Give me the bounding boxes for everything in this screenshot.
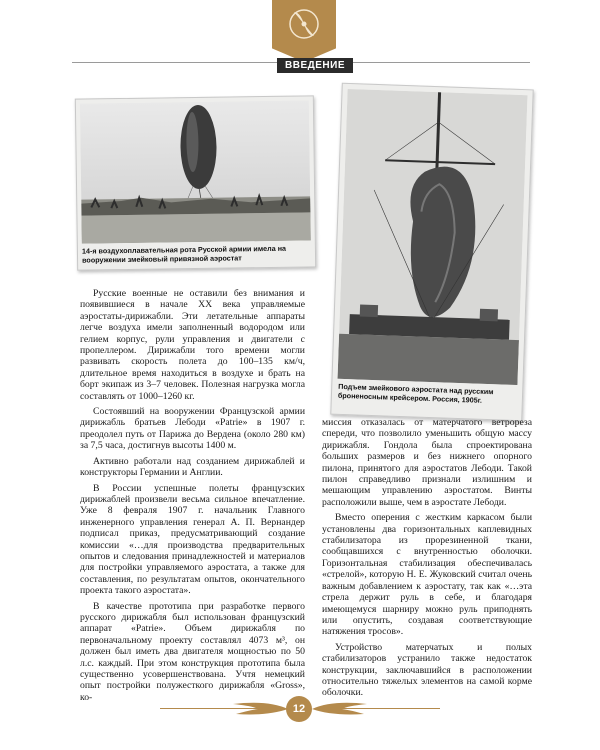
- photo-balloon-field: [80, 100, 311, 243]
- text-column-left: [80, 288, 305, 707]
- figure-caption: 14-я воздухоплавательная рота Русской армии имела на вооружении змейковый привязной аэростат: [81, 243, 287, 265]
- photo-balloon-cruiser: [338, 89, 528, 385]
- propeller-wreath-icon: [286, 6, 322, 42]
- header-ribbon: [272, 0, 336, 62]
- figure-balloon-cruiser: [330, 83, 533, 421]
- wing-ornament-icon: [228, 700, 288, 718]
- wing-ornament-icon: [312, 700, 372, 718]
- paragraph: Вместо оперения с жестким каркасом были установлены два горизонтальных каплевидных стабилизатора из прорезиненной ткани, сообщавшихся с внутренностью оболочки. Горизонтальная стабилизация обеспечивалась «стрелой», которую Н. Е. Жуковский считал очень важным добавлением к аэростату, так как «…эта стрела держит руль в себе, и благодаря имеющемуся шарниру можно руль приподнять или опустить, создавая соответствующие натяжения тросов».: [322, 512, 532, 638]
- section-title: ВВЕДЕНИЕ: [277, 58, 353, 73]
- text-column-right: [322, 417, 532, 703]
- paragraph: В качестве прототипа при разработке первого русского дирижабля был использован французский аппарат «Patrie». Объем дирижабля по первоначальному проекту составлял 4073 м³, он должен был иметь два двигателя мощностью по 50 л.с. каждый. При этом конструкция прототипа была существенно усовершенствована. Учтя немецкий опыт постройки полужесткого дирижабля «Gross», ко-: [80, 600, 305, 703]
- paragraph: миссия отказалась от матерчатого ветрореза спереди, что позволило уменьшить общую массу дирижабля. Гондола была спроектирована больших размеров и без нижнего опорного пилона, принятого для аэростатов Лебоди. Такой пилон справедливо признали излишним и мешающим управлению аэростатом. Винты расположили выше, чем в аэростате Лебоди.: [322, 417, 532, 508]
- paragraph: Активно работали над созданием дирижаблей и конструкторы Германии и Англии.: [80, 455, 305, 479]
- page-number: 12: [286, 696, 312, 722]
- paragraph: В России успешные полеты французских дирижаблей произвели весьма сильное впечатление. Уже 8 февраля 1907 г. начальник Главного инженерного управления генерал А. П. Вернандер подписал приказ, предусматривающий создание комиссии «…для производства предварительных опытов и следования принадлежностей и материалов для постройки управляемого аэростата, а также для составления, по результатам опытов, окончательного проекта такого аэростата».: [80, 482, 305, 597]
- figure-balloon-field: [75, 95, 316, 270]
- paragraph: Устройство матерчатых и полых стабилизаторов устранило также недостаток конструкции, заключавшийся в расположении относительно тяжелых элементов на самой корме оболочки.: [322, 641, 532, 699]
- paragraph: Русские военные не оставили без внимания и появившиеся в начале XX века управляемые аэростаты-дирижабли. Эти летательные аппараты легче воздуха имели заполненный водородом или гелием корпус, рули управления и двигатели с пропеллером. Дирижабли того времени могли развивать скорость полета до 100–135 км/ч, длительное время находиться в воздухе и брать на борт экипаж из 3–7 человек. Полезная нагрузка могла составлять от 1000–1260 кг.: [80, 288, 305, 402]
- figure-caption: Подъем змейкового аэростата над русским броненосным крейсером. Россия, 1905г.: [337, 381, 494, 405]
- paragraph: Состоявший на вооружении Французской армии дирижабль братьев Лебоди «Patrie» в 1907 г. преодолел путь от Парижа до Вердена (около 280 км) за 7,5 часа, достигнув высоты 1400 м.: [80, 406, 305, 452]
